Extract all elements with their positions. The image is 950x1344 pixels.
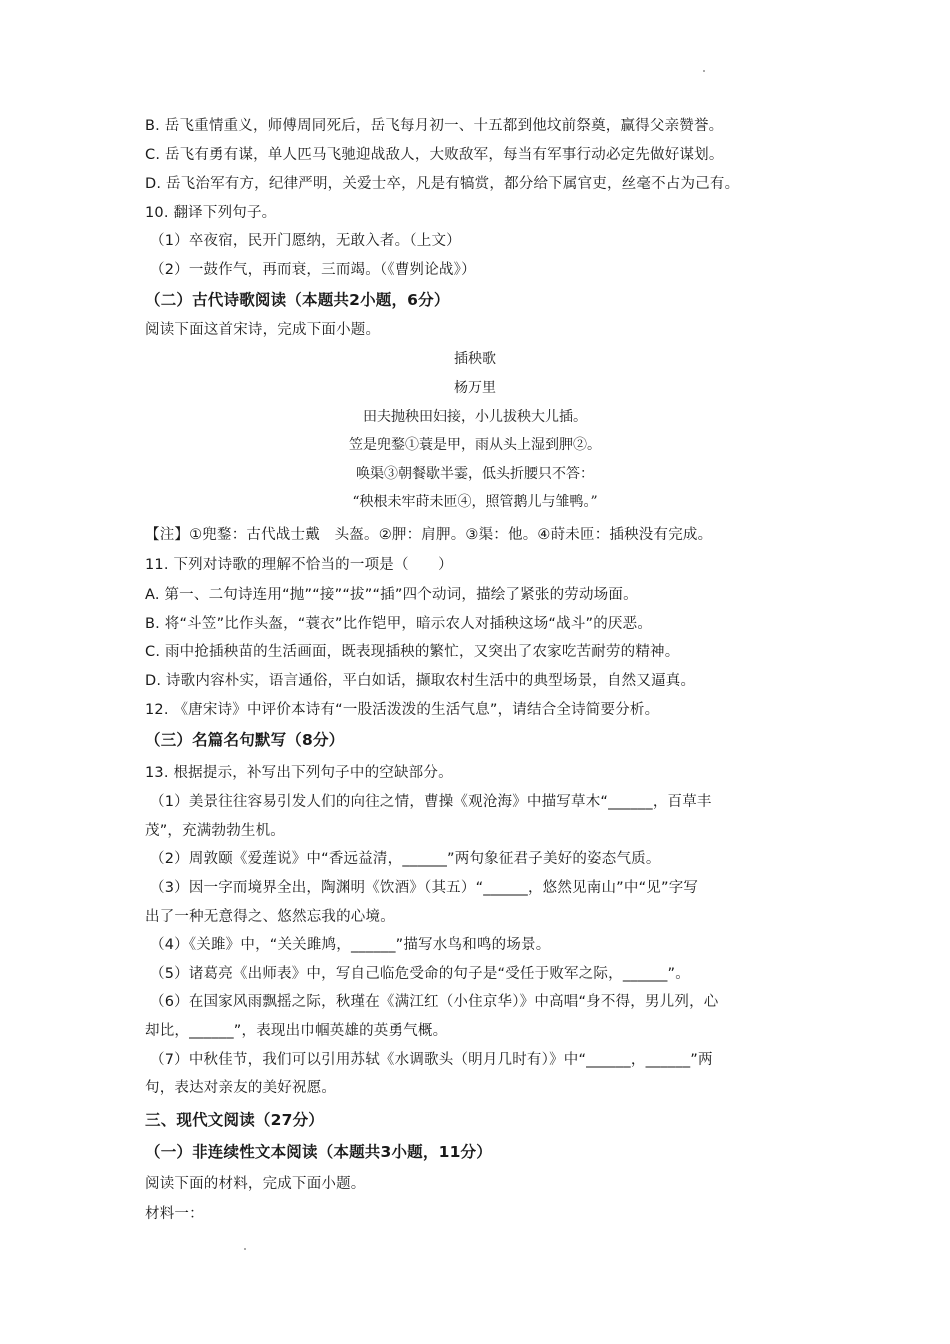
question-13: 13. 根据提示，补写出下列句子中的空缺部分。 [145,765,453,781]
option-b-q11: B. 将“斗笠”比作头盔，“蓑衣”比作铠甲，暗示农人对插秧这场“战斗”的厌恶。 [145,616,653,632]
q13-item-7-cont: 句，表达对亲友的美好祝愿。 [145,1080,337,1096]
reading-instruction: 阅读下面的材料，完成下面小题。 [145,1176,366,1192]
q13-item-4: （4）《关雎》中，“关关雎鸠，______”描写水鸟和鸣的场景。 [150,937,551,953]
question-12: 12. 《唐宋诗》中评价本诗有“一股活泼泼的生活气息”，请结合全诗简要分析。 [145,702,660,718]
poem-line: 田夫抛秧田妇接，小儿拔秧大儿插。 [363,409,587,425]
poetry-instruction: 阅读下面这首宋诗，完成下面小题。 [145,322,381,338]
option-d-q9: D. 岳飞治军有方，纪律严明，关爱士卒，凡是有犒赏，都分给下属官吏，丝毫不占为己有。 [145,176,740,192]
poem-notes: 【注】①兜鍪：古代战士戴 头盔。②胛：肩胛。③渠：他。④莳未匝：插秧没有完成。 [145,527,713,543]
poem-line: 唤渠③朝餐歇半霎，低头折腰只不答： [356,466,594,482]
poem-line: “秧根未牢莳未匝④，照管鹅儿与雏鸭。” [352,494,598,510]
q13-item-3-cont: 出了一种无意得之、悠然忘我的心境。 [145,909,395,925]
section-heading-poetry: （二）古代诗歌阅读（本题共2小题，6分） [145,291,450,309]
option-c-q9: C. 岳飞有勇有谋，单人匹马飞驰迎战敌人，大败敌军，每当有军事行动必定先做好谋划。 [145,147,724,163]
question-10: 10. 翻译下列句子。 [145,205,277,221]
q10-sentence-1: （1）卒夜宿，民开门愿纳，无敢入者。（上文） [150,233,461,249]
q13-item-1: （1）美景往往容易引发人们的向往之情，曹操《观沧海》中描写草木“______，百草丰 [150,794,712,810]
option-d-q11: D. 诗歌内容朴实，语言通俗，平白如话，撷取农村生活中的典型场景，自然又逼真。 [145,673,696,689]
scan-dot [703,70,705,72]
section-heading-nonlinear-text: （一）非连续性文本阅读（本题共3小题，11分） [145,1143,492,1161]
option-a-q11: A. 第一、二句诗连用“抛”“接”“拔”“插”四个动词，描绘了紧张的劳动场面。 [145,587,638,603]
q13-item-6-cont: 却比，______”，表现出巾帼英雄的英勇气概。 [145,1023,448,1039]
q10-sentence-2: （2）一鼓作气，再而衰，三而竭。（《曹刿论战》） [150,262,476,278]
q13-item-1-cont: 茂”，充满勃勃生机。 [145,823,286,839]
q13-item-6: （6）在国家风雨飘摇之际，秋瑾在《满江红（小住京华）》中高唱“身不得，男儿列，心 [150,994,719,1010]
q13-item-2: （2）周敦颐《爱莲说》中“香远益清，______”两句象征君子美好的姿态气质。 [150,851,661,867]
scan-dot [244,1248,246,1250]
poem-author: 杨万里 [454,380,496,396]
question-11: 11. 下列对诗歌的理解不恰当的一项是（ ） [145,557,453,573]
q13-item-5: （5）诸葛亮《出师表》中，写自己临危受命的句子是“受任于败军之际，______”。 [150,966,690,982]
poem-title: 插秧歌 [454,351,496,367]
q13-item-7: （7）中秋佳节，我们可以引用苏轼《水调歌头（明月几时有）》中“______，______”两 [150,1052,713,1068]
poem-line: 笠是兜鍪①蓑是甲，雨从头上湿到胛②。 [349,437,601,453]
section-heading-recitation: （三）名篇名句默写（8分） [145,731,345,749]
option-b-q9: B. 岳飞重情重义，师傅周同死后，岳飞每月初一、十五都到他坟前祭奠，赢得父亲赞誉。 [145,118,724,134]
option-c-q11: C. 雨中抢插秧苗的生活画面，既表现插秧的繁忙，又突出了农家吃苦耐劳的精神。 [145,644,680,660]
q13-item-3: （3）因一字而境界全出，陶渊明《饮酒》（其五）“______，悠然见南山”中“见”字写 [150,880,699,896]
section-heading-modern-reading: 三、现代文阅读（27分） [145,1111,324,1129]
material-one-label: 材料一： [145,1206,204,1222]
